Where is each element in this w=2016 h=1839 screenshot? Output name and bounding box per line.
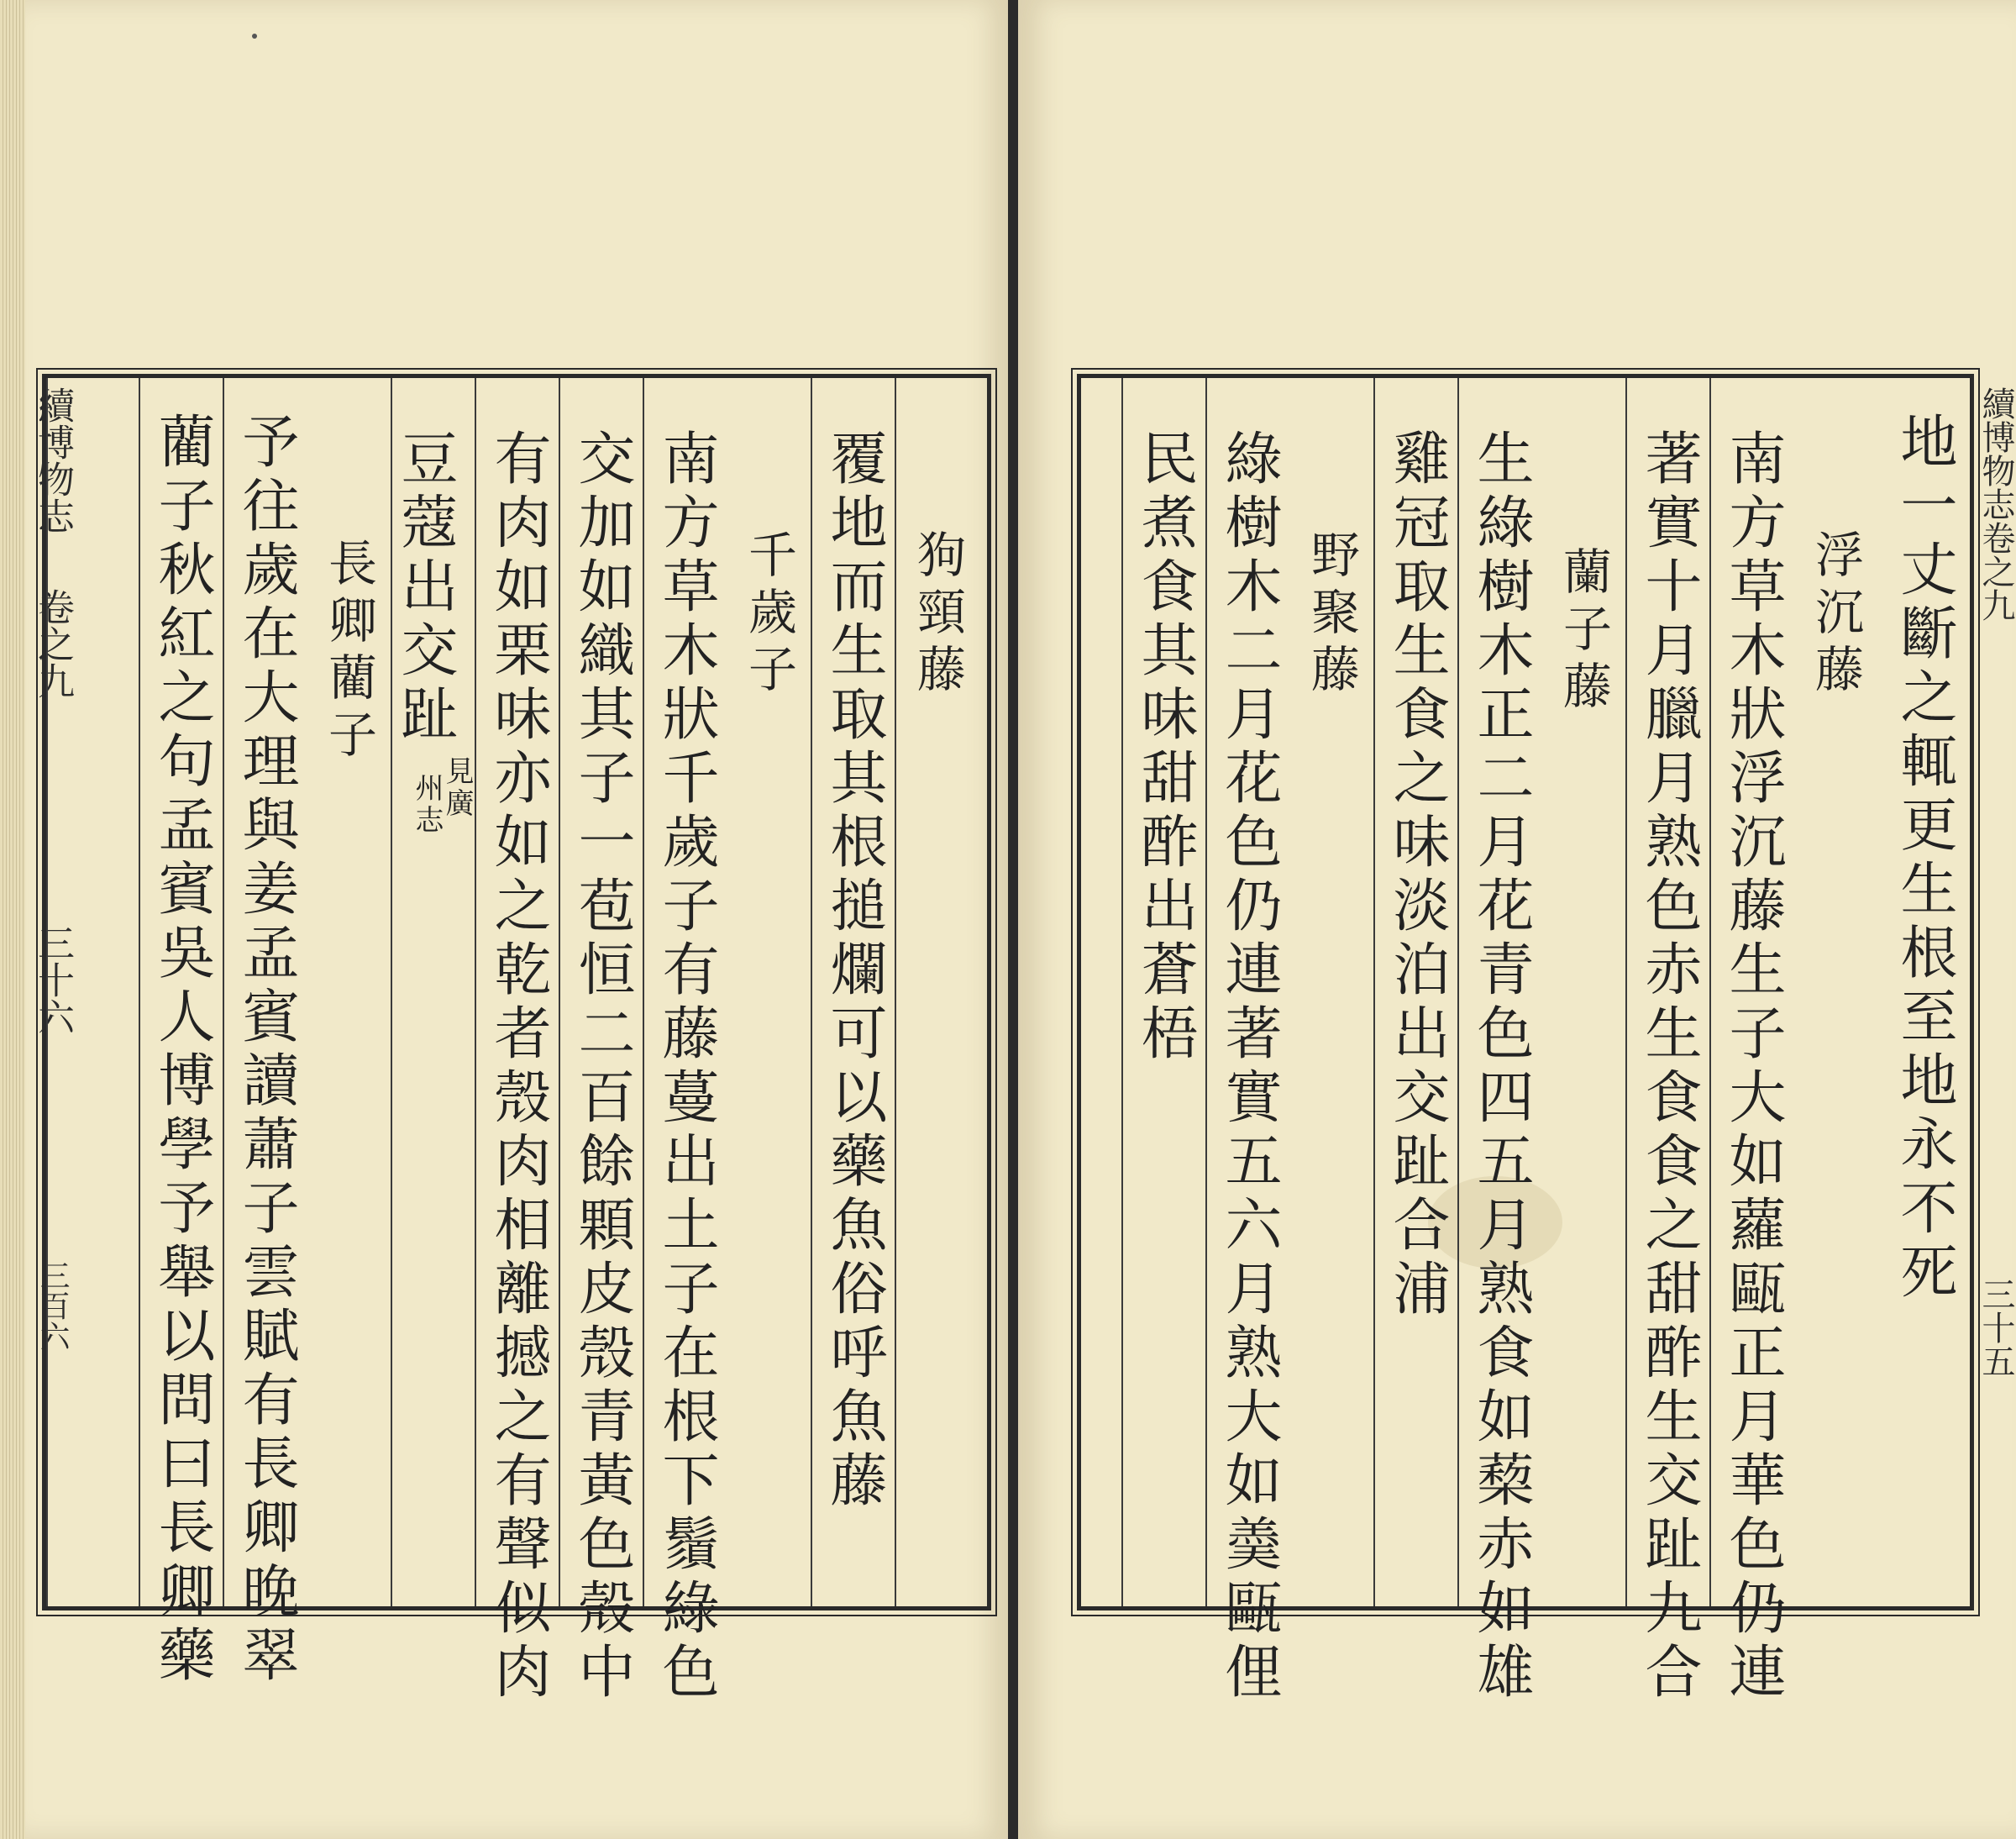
- right-margin-fragment: 續博物志卷之九: [1977, 386, 2015, 622]
- page-stack-edges: [0, 0, 25, 1839]
- annotation-left: 州志: [410, 773, 444, 837]
- heading-yejuteng: 野聚藤: [1303, 529, 1360, 701]
- heading-fuchenteng: 浮沉藤: [1807, 529, 1864, 701]
- text-line: 南方草木狀千歲子有藤蔓出土子在根下鬚綠色: [653, 428, 719, 1705]
- text-line: 生綠樹木正二月花青色四五月熟食如蔾赤如雄: [1467, 428, 1534, 1705]
- right-col-2: [1793, 378, 1877, 1606]
- right-col-6: [1457, 378, 1541, 1705]
- right-col-5: [1541, 378, 1625, 1606]
- text-line: 覆地而生取其根搥爛可以藥魚俗呼魚藤: [821, 428, 887, 1514]
- text-line: 有肉如栗味亦如之乾者殼肉相離撼之有聲似肉: [485, 428, 551, 1705]
- text-line: 地一丈斷之輒更生根至地永不死: [1891, 412, 1957, 1306]
- left-col-2: [811, 378, 895, 1606]
- text-line: 藺子秋紅之句孟賓吳人博學予舉以問曰長卿藥: [149, 412, 215, 1689]
- text-line: 民煮食其味甜酢出蒼梧: [1131, 428, 1198, 1067]
- left-margin-volume: 卷之九: [31, 588, 74, 699]
- book-gutter: [1008, 0, 1018, 1839]
- text-line: 豆蔻出交趾: [391, 428, 458, 748]
- left-col-4: [643, 378, 727, 1705]
- text-line: 著實十月臘月熟色赤生食食之甜酢生交趾九合: [1635, 428, 1702, 1705]
- left-margin-page-number: 三百六: [35, 1260, 70, 1351]
- left-text-frame: [42, 374, 991, 1705]
- right-col-10: [1121, 378, 1205, 1606]
- text-line: 予往歲在大理與姜孟賓讀蕭子雲賦有長卿晚翠: [233, 412, 299, 1689]
- annotation-right: 見廣: [440, 756, 474, 820]
- right-col-3: [1709, 378, 1793, 1705]
- left-col-5: [559, 378, 643, 1705]
- right-col-8: [1289, 378, 1373, 1606]
- text-line: 綠樹木二月花色仍連著實五六月熟大如羮甌俚: [1215, 428, 1282, 1705]
- right-margin-number: 三十五: [1977, 1277, 2015, 1378]
- heading-lanziteng: 蘭子藤: [1555, 546, 1612, 717]
- left-margin-title: 續博物志: [31, 386, 74, 534]
- right-col-9: [1205, 378, 1289, 1705]
- left-col-7: [391, 378, 475, 1606]
- left-margin-section: 三十六: [31, 924, 74, 1035]
- left-col-3: [727, 378, 811, 1606]
- left-col-margin: [46, 378, 139, 1606]
- text-line: 雞冠取生食之味淡泊出交趾合浦: [1383, 428, 1450, 1322]
- right-col-4: [1625, 378, 1709, 1705]
- right-col-1: [1877, 378, 1970, 1606]
- left-col-1: [895, 378, 979, 1606]
- ink-speck: [252, 34, 257, 39]
- heading-qiansuizi: 千歲子: [740, 529, 797, 701]
- right-col-7: [1373, 378, 1457, 1606]
- left-col-10: [139, 378, 223, 1689]
- text-line: 交加如織其子一苞恒二百餘顆皮殼青黃色殼中: [569, 428, 635, 1705]
- left-col-9: [223, 378, 307, 1689]
- right-text-frame: [1077, 374, 1974, 1705]
- left-col-6: [475, 378, 559, 1705]
- heading-goujingteng: 狗頸藤: [909, 529, 966, 701]
- heading-changqinglinzi: 長卿藺子: [320, 538, 377, 766]
- text-line: 南方草木狀浮沉藤生子大如蘿甌正月華色仍連: [1719, 428, 1786, 1705]
- left-col-8: [307, 378, 391, 1606]
